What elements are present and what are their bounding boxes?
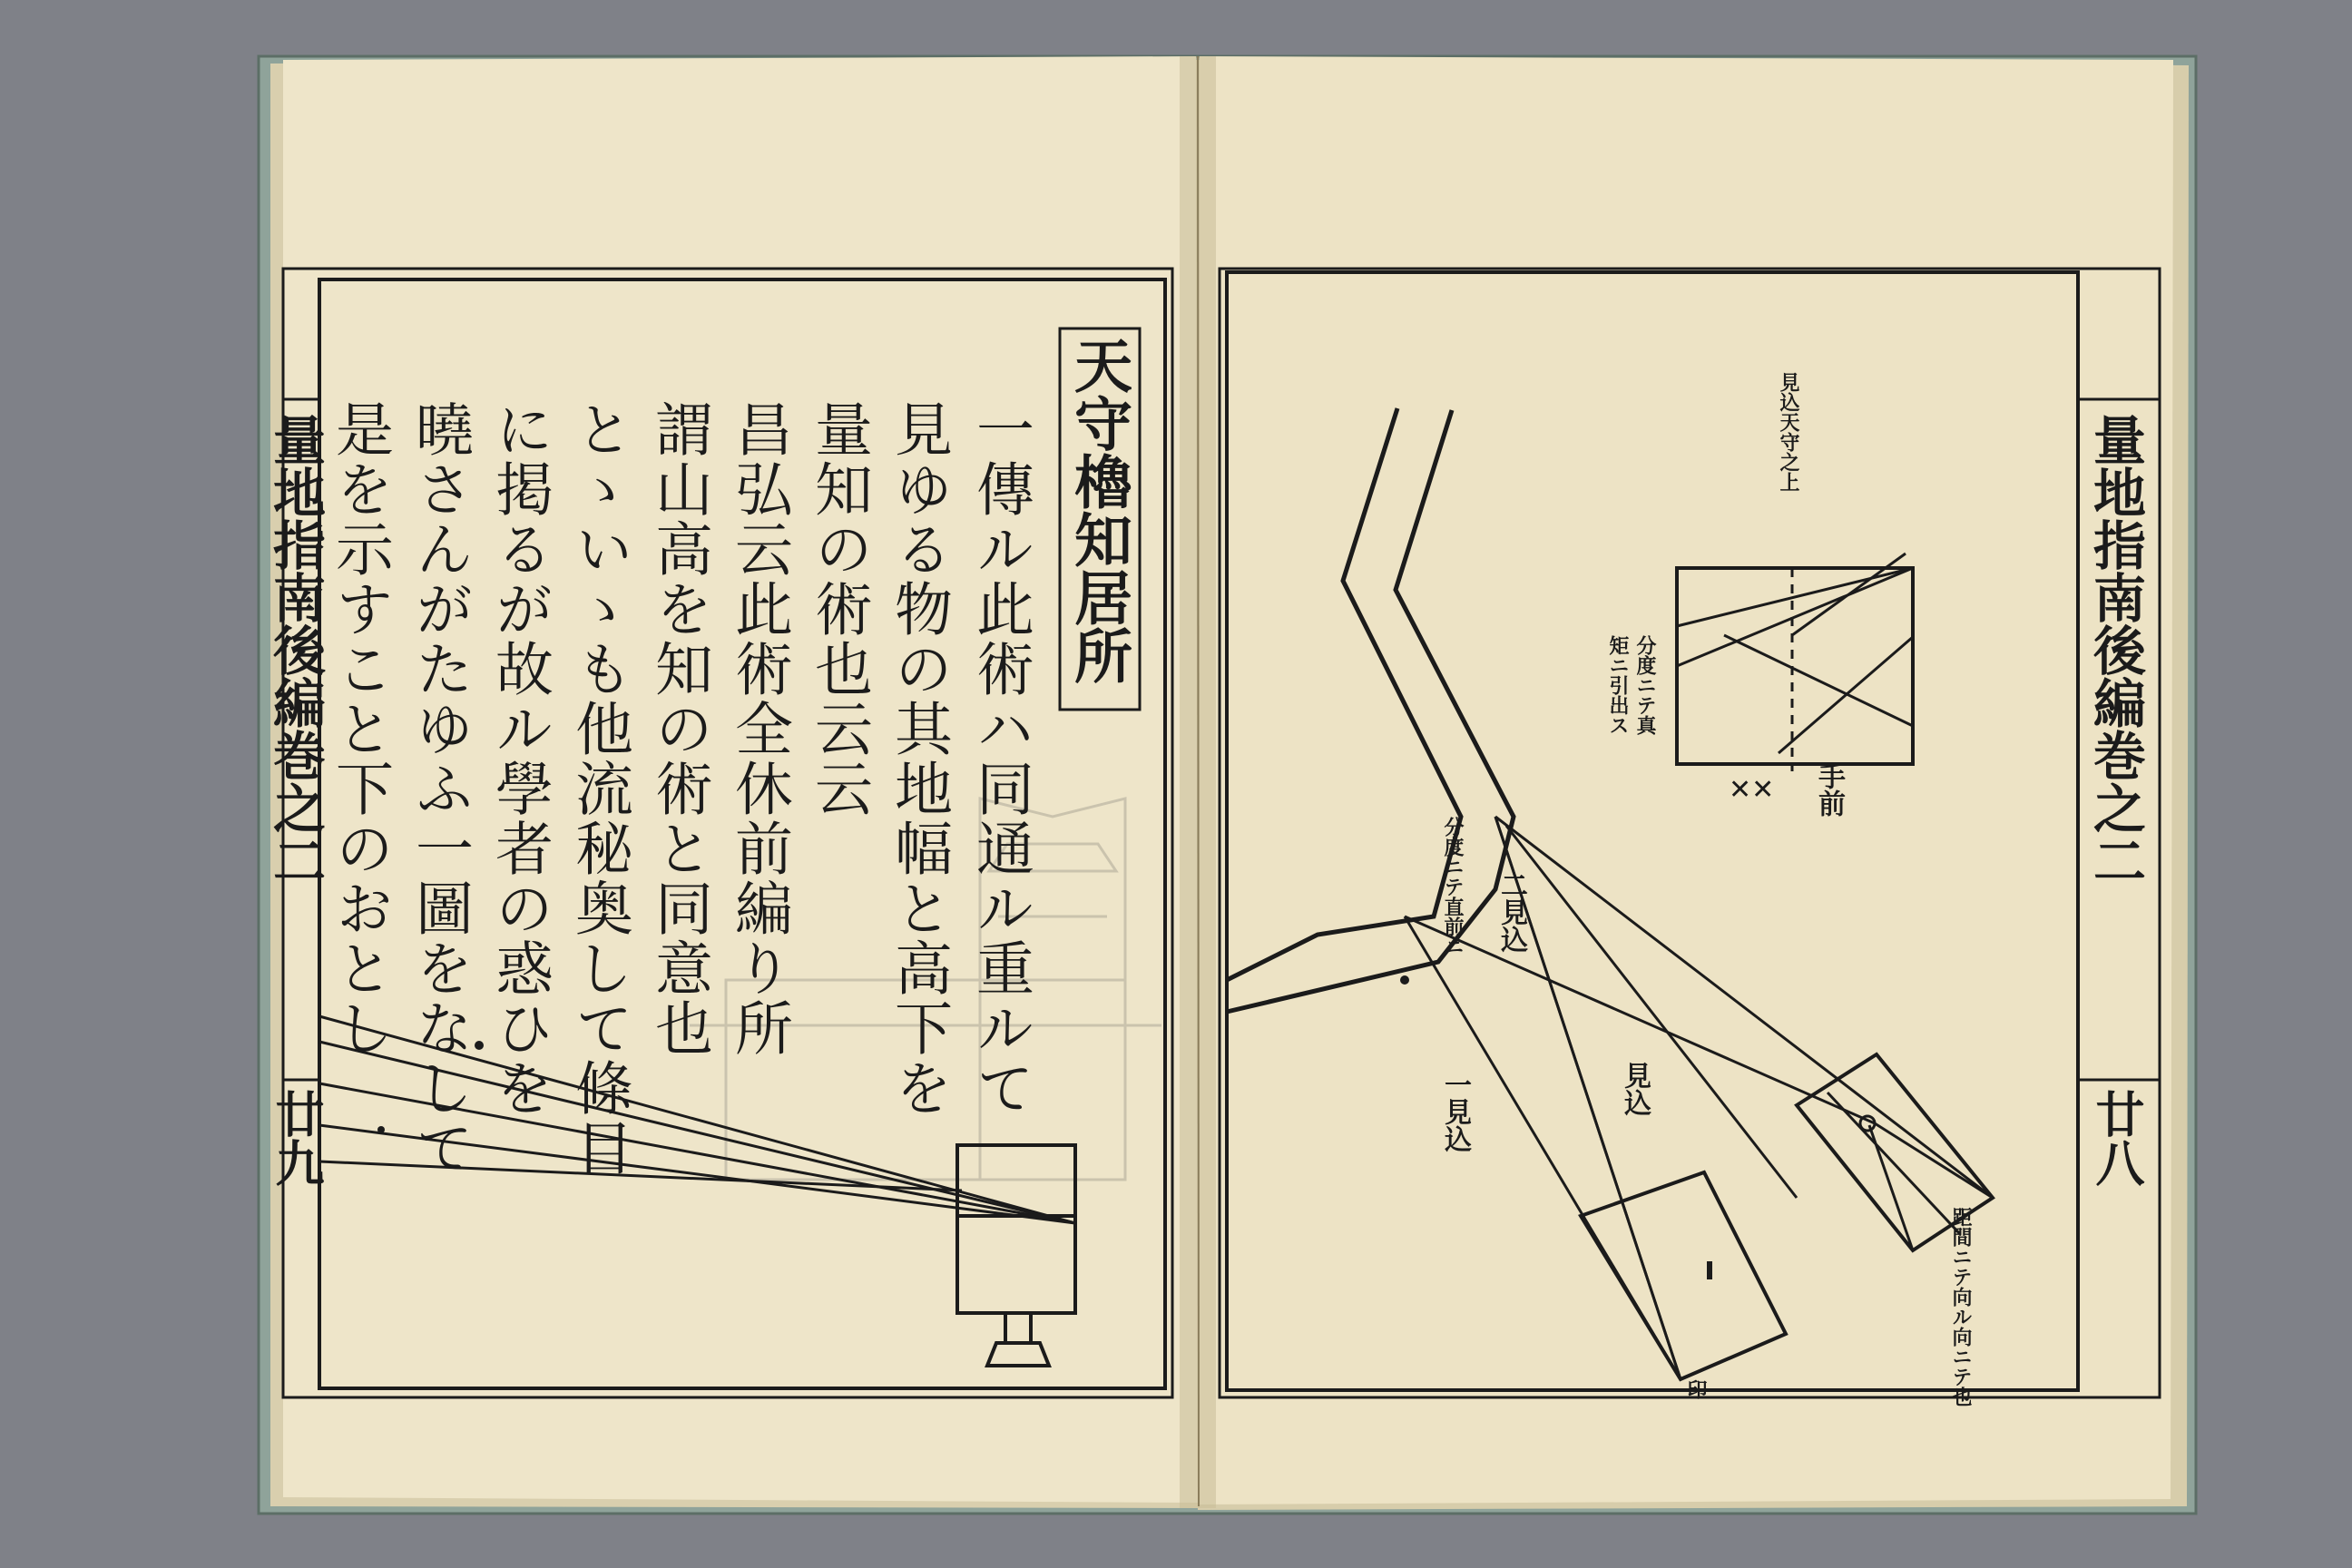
left-page-number: 廿九 <box>268 1089 326 1187</box>
label-inset-bottom: 手前 <box>1813 762 1845 817</box>
gutter-line <box>1198 56 1199 1506</box>
label-inset-side-2: 矩ニ引出ス <box>1606 635 1630 735</box>
text-column-9: 是を示すこと下のおとし <box>326 399 393 1058</box>
label-inset-side-1: 分度ニテ真 <box>1633 635 1657 735</box>
label-middle-sight: 見込 <box>1619 1062 1651 1116</box>
section-title: 天守櫓知居所 <box>1064 336 1132 684</box>
label-second-sight: 二見込 <box>1495 871 1527 953</box>
label-inset-top: 見込天守之上 <box>1777 372 1800 492</box>
text-column-6: とゝいゝも他流秘奥して條目 <box>565 399 632 1178</box>
dot-left-page-1 <box>475 1041 484 1050</box>
text-column-7: に掲るが故ル學者の惑ひを <box>485 399 553 1118</box>
right-margin-title: 量地指南後編巻之二 <box>2084 413 2146 887</box>
text-column-8: 曉さんがたゆふ一圖をなして <box>406 399 473 1178</box>
dot-left-road <box>1400 975 1409 985</box>
text-column-4: 昌弘云此術全休前編り所 <box>725 399 792 1058</box>
text-column-2: 見ゆる物の其地幅と高下を <box>885 399 952 1118</box>
left-margin-title: 量地指南後編巻之二 <box>264 413 326 887</box>
label-first-sight: 一見込 <box>1439 1071 1471 1152</box>
label-right-note: 距間ニテ向ル向ニテ也 <box>1949 1207 1973 1406</box>
text-column-1: 一傳ル此術ハ同通ル重ルて <box>966 399 1034 1118</box>
text-column-3: 量知の術也云云 <box>805 399 872 818</box>
label-mark: 印 <box>1684 1379 1708 1399</box>
inset-notch-mark: ✕✕ <box>1729 774 1775 806</box>
dot-left-page-2 <box>377 1126 385 1133</box>
text-column-5: 謂山高を知の術と同意也 <box>645 399 712 1058</box>
label-lower-left: 分度ニテ直前ニ <box>1441 817 1465 956</box>
right-page-number: 廿八 <box>2088 1089 2146 1187</box>
